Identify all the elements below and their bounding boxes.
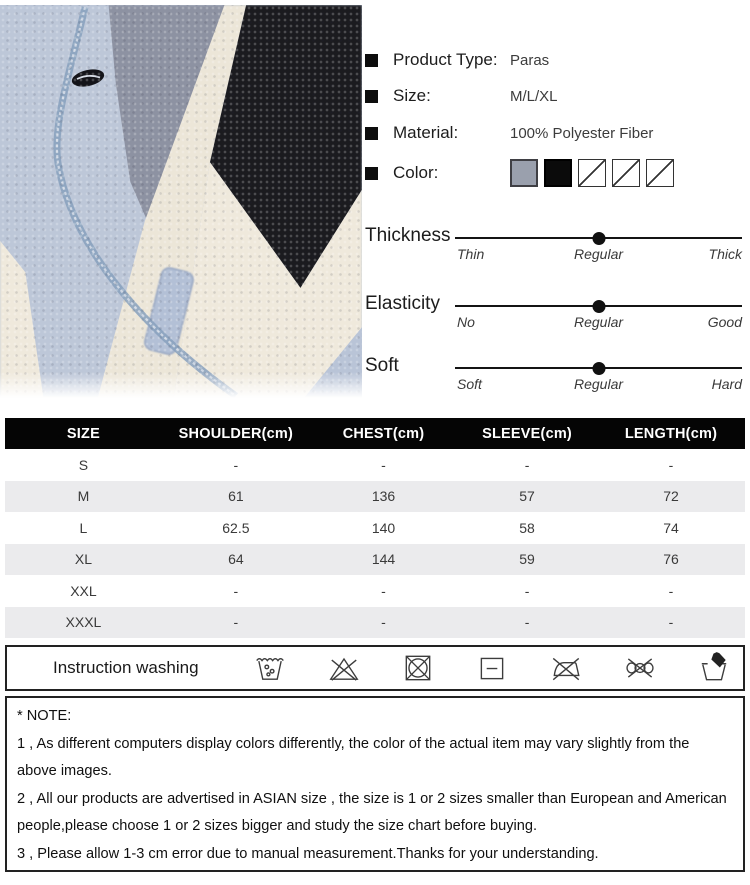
do-not-bleach-icon — [327, 651, 361, 685]
header-sleeve: SLEEVE(cm) — [457, 418, 597, 449]
scale-max-label: Good — [707, 314, 742, 330]
slider-scale — [455, 314, 742, 332]
table-row — [5, 481, 745, 513]
table-cell: - — [162, 607, 310, 639]
photo-bottom-fade — [0, 372, 362, 398]
table-cell: M — [5, 481, 162, 513]
note-item-3: 3 , Please allow 1-3 cm error due to manual measurement.Thanks for your understanding. — [17, 845, 599, 862]
table-cell: 62.5 — [222, 519, 250, 536]
slider-dot — [592, 232, 605, 245]
note-item-1: 1 , As different computers display colors differently, the color of the actual item may vary slightly from the above images. — [17, 735, 690, 780]
slider-dot — [592, 362, 605, 375]
scale-mid-label: Regular — [573, 314, 624, 330]
table-cell: - — [524, 456, 530, 473]
table-cell: - — [597, 607, 745, 639]
table-row — [5, 512, 745, 544]
info-row-color — [365, 159, 745, 187]
bullet-square-icon — [365, 54, 378, 67]
table-row — [5, 449, 745, 481]
attribute-thickness — [365, 222, 742, 268]
scale-mid-label: Regular — [573, 376, 624, 392]
table-cell: - — [381, 582, 386, 599]
color-label: Color: — [393, 163, 439, 182]
washing-instructions-label: Instruction washing — [53, 658, 199, 677]
attribute-soft — [365, 352, 742, 398]
color-swatch-crossed-3[interactable] — [646, 159, 674, 187]
scale-mid-label: Regular — [573, 246, 624, 262]
header-length: LENGTH(cm) — [597, 418, 745, 449]
bullet-square-icon — [365, 167, 378, 180]
scale-max-label: Hard — [711, 376, 742, 392]
slider-dot — [592, 300, 605, 313]
table-cell: 64 — [162, 544, 310, 576]
washing-icons — [253, 651, 743, 685]
color-swatch-gray[interactable] — [510, 159, 538, 187]
info-row-product-type — [365, 50, 745, 70]
table-cell: 61 — [162, 481, 310, 513]
bullet-square-icon — [365, 90, 378, 103]
table-row — [5, 607, 745, 639]
slider-scale — [455, 376, 742, 394]
table-cell: 74 — [663, 519, 679, 536]
table-cell: - — [381, 456, 386, 473]
header-chest: CHEST(cm) — [310, 418, 457, 449]
product-type-label: Product Type: — [393, 50, 498, 69]
table-cell: 136 — [310, 481, 457, 513]
elasticity-label: Elasticity — [365, 293, 440, 314]
table-cell: 140 — [371, 519, 396, 536]
table-cell: 57 — [457, 481, 597, 513]
table-cell: 76 — [597, 544, 745, 576]
do-not-tumble-dry-icon — [401, 651, 435, 685]
bullet-square-icon — [365, 127, 378, 140]
attribute-elasticity — [365, 290, 742, 336]
elasticity-slider — [455, 290, 742, 336]
table-row — [5, 544, 745, 576]
header-shoulder: SHOULDER(cm) — [162, 418, 310, 449]
notes-title: * NOTE: — [17, 708, 72, 724]
material-label: Material: — [393, 123, 459, 142]
size-label: Size: — [393, 86, 431, 105]
size-chart-table — [5, 418, 745, 638]
info-row-size — [365, 86, 745, 106]
soft-label: Soft — [365, 355, 399, 376]
header-size: SIZE — [5, 418, 162, 449]
dry-flat-icon — [475, 651, 509, 685]
table-cell: - — [668, 456, 674, 473]
table-row — [5, 575, 745, 607]
table-header-row — [5, 418, 745, 449]
table-cell: 144 — [310, 544, 457, 576]
table-cell: - — [310, 607, 457, 639]
table-cell: 72 — [597, 481, 745, 513]
thickness-label: Thickness — [365, 225, 451, 246]
product-photo — [0, 5, 362, 398]
table-cell: L — [79, 519, 88, 536]
table-cell: S — [78, 456, 89, 473]
scale-min-label: Thin — [457, 246, 485, 262]
hand-wash-icon — [697, 651, 731, 685]
thickness-slider — [455, 222, 742, 268]
do-not-wring-icon — [623, 651, 657, 685]
scale-max-label: Thick — [708, 246, 742, 262]
table-cell: XXL — [70, 582, 97, 599]
table-cell: XL — [5, 544, 162, 576]
table-cell: - — [668, 582, 674, 599]
scale-min-label: No — [457, 314, 475, 330]
scale-min-label: Soft — [457, 376, 482, 392]
fleece-texture — [0, 5, 362, 398]
slider-scale — [455, 246, 742, 264]
table-cell: - — [457, 607, 597, 639]
table-cell: 59 — [457, 544, 597, 576]
table-cell: 58 — [519, 519, 535, 536]
washing-instructions-bar — [5, 645, 745, 691]
do-not-iron-icon — [549, 651, 583, 685]
product-type-value: Paras — [510, 51, 550, 69]
table-cell: - — [524, 582, 530, 599]
notes-section — [5, 696, 745, 872]
soft-slider — [455, 352, 742, 398]
color-swatch-crossed-2[interactable] — [612, 159, 640, 187]
info-row-material — [365, 123, 745, 143]
color-swatch-crossed-1[interactable] — [578, 159, 606, 187]
note-item-2: 2 , All our products are advertised in ASIAN size , the size is 1 or 2 sizes smaller than European and American people,please choose 1 or 2 sizes bigger and study the size chart before buying. — [17, 790, 727, 835]
table-cell: XXXL — [5, 607, 162, 639]
color-swatches — [510, 159, 674, 187]
wash-tub-icon — [253, 651, 287, 685]
size-value: M/L/XL — [510, 87, 558, 105]
table-cell: - — [233, 582, 239, 599]
table-cell: - — [233, 456, 239, 473]
color-swatch-black[interactable] — [544, 159, 572, 187]
material-value: 100% Polyester Fiber — [510, 124, 654, 142]
